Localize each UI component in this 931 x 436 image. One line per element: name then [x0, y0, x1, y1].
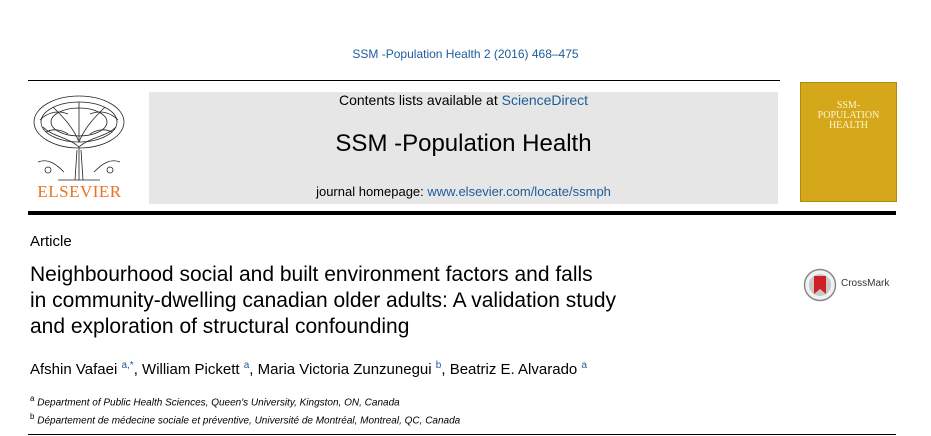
- cover-title-line: POPULATION: [817, 110, 880, 121]
- article-title-line: Neighbourhood social and built environment factors and falls: [30, 263, 593, 286]
- journal-banner: [149, 92, 778, 204]
- author-list: [30, 360, 587, 378]
- cover-title-line: HEALTH: [828, 120, 869, 131]
- author-affiliation-mark[interactable]: a,*: [121, 360, 134, 371]
- author-separator: ,: [441, 361, 450, 378]
- article-title: [30, 262, 790, 340]
- affiliation-item: [30, 392, 460, 410]
- crossmark-icon: [803, 268, 837, 302]
- author-separator: ,: [249, 361, 258, 378]
- homepage-line: [149, 184, 778, 199]
- author-name[interactable]: Beatriz E. Alvarado: [449, 361, 578, 378]
- homepage-link[interactable]: www.elsevier.com/locate/ssmph: [427, 184, 611, 199]
- sciencedirect-link[interactable]: ScienceDirect: [501, 92, 588, 108]
- elsevier-wordmark: ELSEVIER: [37, 182, 122, 201]
- affiliation-text: Département de médecine sociale et préventive, Université de Montréal, Montreal, QC, Canada: [37, 415, 461, 427]
- author-name[interactable]: Afshin Vafaei: [30, 361, 118, 378]
- author-name[interactable]: Maria Victoria Zunzunegui: [257, 361, 432, 378]
- crossmark-label: CrossMark: [841, 278, 890, 289]
- elsevier-logo[interactable]: [28, 92, 131, 204]
- journal-title[interactable]: SSM -Population Health: [335, 130, 592, 157]
- elsevier-tree-icon: [28, 92, 131, 182]
- crossmark-badge[interactable]: [803, 268, 913, 302]
- contents-line: [149, 92, 778, 108]
- cover-title-line: SSM-: [836, 100, 861, 111]
- homepage-prefix: journal homepage:: [316, 184, 428, 199]
- author-affiliation-mark[interactable]: a: [243, 360, 250, 371]
- journal-cover[interactable]: [800, 82, 897, 202]
- author-affiliation-mark[interactable]: b: [435, 360, 442, 371]
- affiliation-mark: b: [30, 412, 35, 422]
- affiliation-text: Department of Public Health Sciences, Queen's University, Kingston, ON, Canada: [37, 397, 400, 409]
- header-rule-top: [28, 80, 780, 81]
- author-name[interactable]: William Pickett: [142, 361, 240, 378]
- author-affiliation-mark[interactable]: a: [581, 360, 587, 371]
- article-title-line: in community-dwelling canadian older adults: A validation study: [30, 289, 617, 312]
- cover-title: [801, 101, 896, 131]
- affiliations: [30, 392, 460, 429]
- contents-prefix: Contents lists available at: [338, 92, 502, 108]
- author-separator: ,: [133, 361, 143, 378]
- affiliation-item: [30, 410, 460, 428]
- article-title-line: and exploration of structural confounding: [30, 315, 410, 338]
- affiliation-mark: a: [30, 394, 35, 403]
- journal-citation[interactable]: SSM -Population Health 2 (2016) 468–475: [352, 47, 579, 61]
- bottom-rule: [28, 434, 896, 435]
- header-rule-thick: [28, 211, 896, 215]
- article-type: Article: [30, 233, 72, 250]
